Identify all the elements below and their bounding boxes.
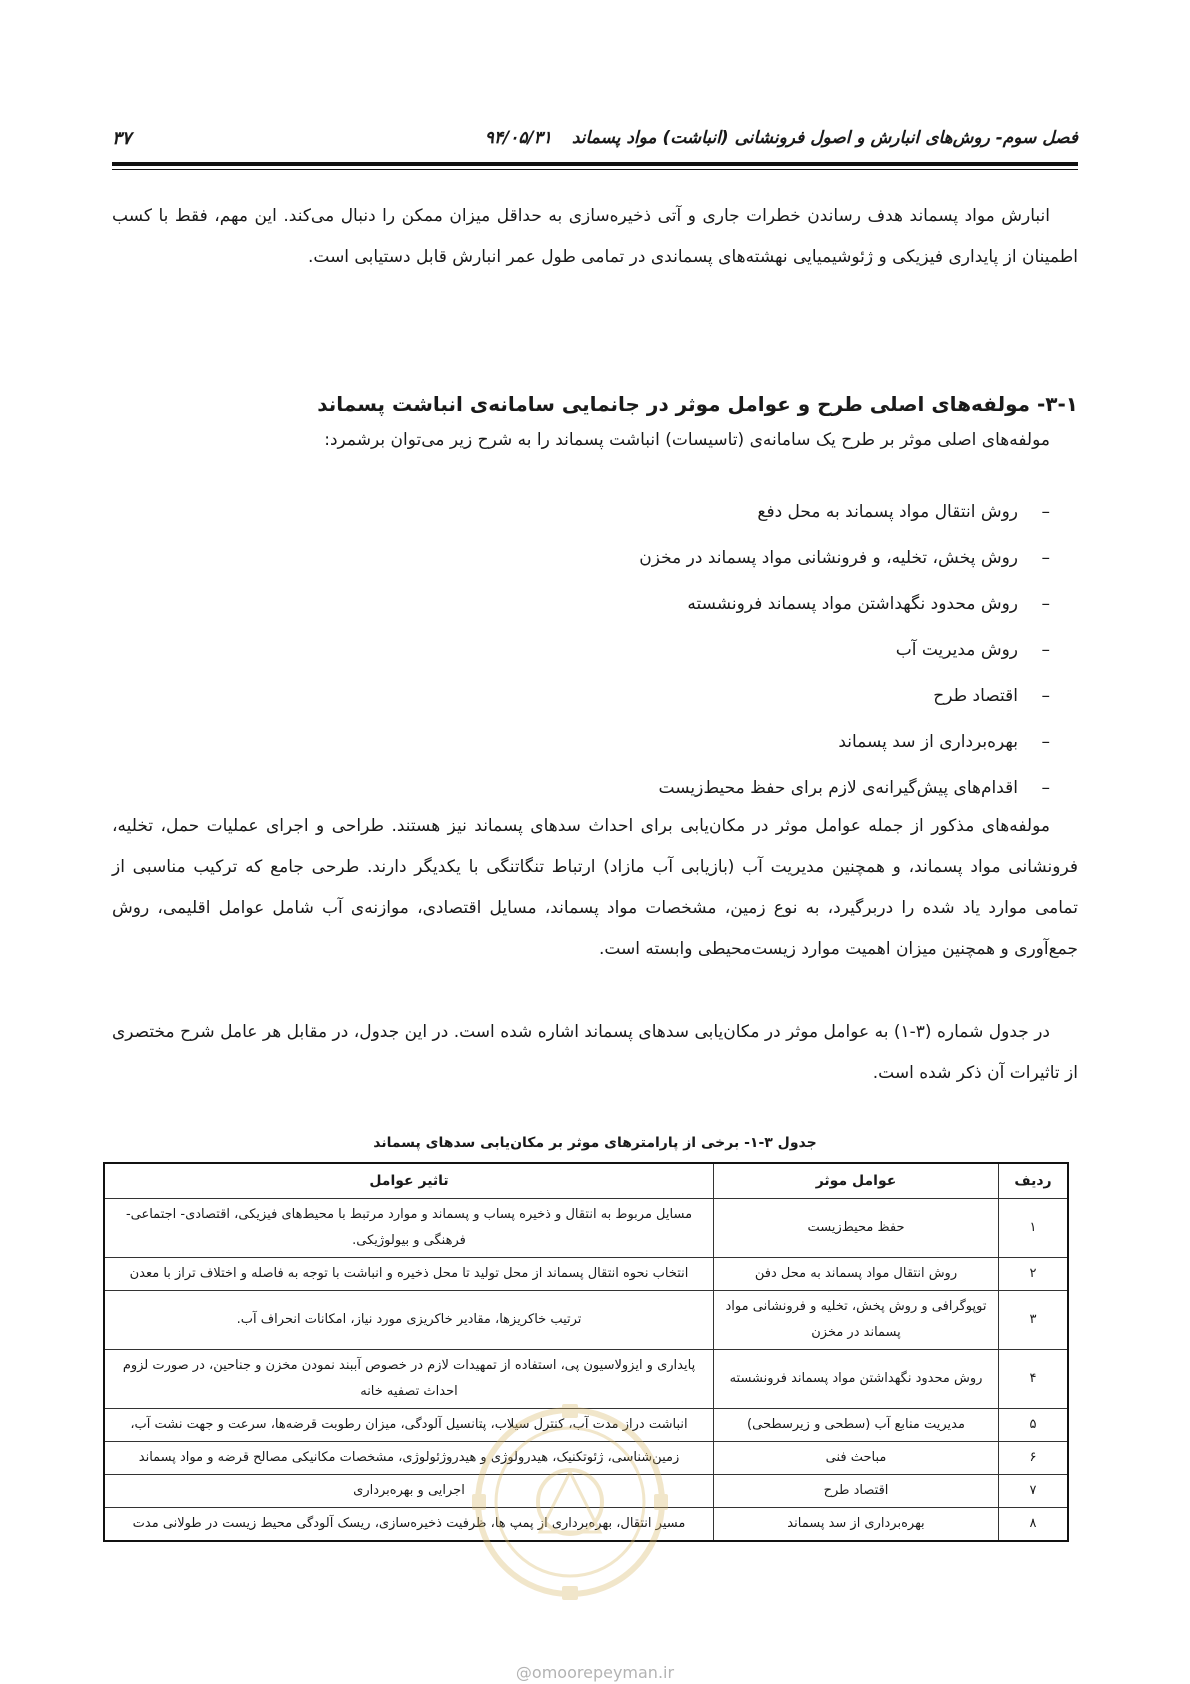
- cell-factor: روش محدود نگهداشتن مواد پسماند فرونشسته: [714, 1350, 999, 1409]
- table-row: [104, 1258, 1068, 1291]
- header-date: ۹۴/۰۵/۳۱: [484, 128, 552, 148]
- cell-effect: زمین‌شناسی، ژئوتکنیک، هیدرولوژی و هیدروژئولوژی، مشخصات مکانیکی مصالح قرضه و مواد پسماند: [104, 1442, 714, 1475]
- list-item: [639, 581, 1050, 627]
- list-item-text: اقدام‌های پیش‌گیرانه‌ی لازم برای حفظ محیط‌زیست: [658, 778, 1018, 798]
- table-row: [104, 1199, 1068, 1258]
- intro-paragraph-text: انبارش مواد پسماند هدف رساندن خطرات جاری و آتی ذخیره‌سازی به حداقل میزان ممکن را دنبال می‌کند. این مهم، فقط با کسب اطمینان از پایداری فیزیکی و ژئوشیمیایی نهشته‌های پسماندی در تمامی طول عمر انبارش قابل دستیابی است.: [112, 206, 1078, 267]
- cell-row-number: ۱: [999, 1199, 1069, 1258]
- column-header-factor: عوامل موثر: [714, 1163, 999, 1199]
- list-item: [639, 765, 1050, 811]
- list-item: [639, 627, 1050, 673]
- cell-effect: انتخاب نحوه انتقال پسماند از محل تولید تا محل ذخیره و انباشت با توجه به فاصله و اختلاف تراز با معدن: [104, 1258, 714, 1291]
- cell-factor: اقتصاد طرح: [714, 1475, 999, 1508]
- cell-effect: مسایل مربوط به انتقال و ذخیره پساب و پسماند و موارد مرتبط با محیط‌های فیزیکی، اقتصادی- اجتماعی- فرهنگی و بیولوژیکی.: [104, 1199, 714, 1258]
- list-intro-text: مولفه‌های اصلی موثر بر طرح یک سامانه‌ی (تاسیسات) انباشت پسماند را به شرح زیر می‌توان برشمرد:: [324, 430, 1050, 450]
- table-caption: جدول ۳-۱- برخی از پارامترهای موثر بر مکان‌یابی سدهای پسماند: [373, 1135, 817, 1151]
- bullet-dash: –: [1041, 502, 1050, 522]
- list-item-text: روش مدیریت آب: [895, 640, 1018, 660]
- list-intro: [112, 420, 1078, 461]
- paragraph-3-text: در جدول شماره (۳-۱) به عوامل موثر در مکان‌یابی سدهای پسماند اشاره شده است. در این جدول، در مقابل هر عامل شرح مختصری از تاثیرات آن ذکر شده است.: [112, 1022, 1078, 1083]
- list-item: [639, 719, 1050, 765]
- bullet-dash: –: [1041, 640, 1050, 660]
- page-number: ۳۷: [112, 128, 132, 149]
- list-item-text: روش پخش، تخلیه، و فرونشانی مواد پسماند در مخزن: [639, 548, 1018, 568]
- list-item-text: روش انتقال مواد پسماند به محل دفع: [757, 502, 1018, 522]
- bullet-dash: –: [1041, 548, 1050, 568]
- cell-factor: مباحث فنی: [714, 1442, 999, 1475]
- cell-factor: حفظ محیط‌زیست: [714, 1199, 999, 1258]
- intro-paragraph: [112, 196, 1078, 278]
- watermark-seal-icon: [470, 1402, 670, 1602]
- list-item: [639, 535, 1050, 581]
- bullet-dash: –: [1041, 594, 1050, 614]
- bullet-dash: –: [1041, 778, 1050, 798]
- paragraph-2: [112, 806, 1078, 970]
- chapter-title-text: فصل سوم- روش‌های انبارش و اصول فرونشانی (انباشت) مواد پسماند: [571, 128, 1078, 148]
- cell-row-number: ۸: [999, 1508, 1069, 1542]
- paragraph-3: [112, 1012, 1078, 1094]
- website-footer: @omoorepeyman.ir: [515, 1663, 675, 1682]
- chapter-title: [485, 128, 1078, 148]
- page-header: [112, 128, 1078, 158]
- cell-effect: انباشت دراز مدت آب، کنترل سیلاب، پتانسیل آلودگی، میزان رطوبت قرضه‌ها، سرعت و جهت نشت آب،: [104, 1409, 714, 1442]
- cell-row-number: ۴: [999, 1350, 1069, 1409]
- cell-row-number: ۵: [999, 1409, 1069, 1442]
- table-header-row: [104, 1163, 1068, 1199]
- paragraph-2-text: مولفه‌های مذکور از جمله عوامل موثر در مکان‌یابی برای احداث سدهای پسماند نیز هستند. طراحی و اجرای عملیات حمل، تخلیه، فرونشانی مواد پسماند، و همچنین مدیریت آب (بازیابی آب مازاد) ارتباط تنگاتنگی با یکدیگر دارند. طرحی جامع که ترکیب مناسبی از تمامی موارد یاد شده را دربرگیرد، به نوع زمین، مشخصات مواد پسماند، مسایل اقتصادی، موازنه‌ی آب شامل عوامل اقلیمی، روش جمع‌آوری و همچنین میزان اهمیت موارد زیست‌محیطی وابسته است.: [112, 816, 1078, 959]
- column-header-effect: تاثیر عوامل: [104, 1163, 714, 1199]
- list-item: [639, 489, 1050, 535]
- header-rule-thick: [112, 162, 1078, 166]
- cell-row-number: ۳: [999, 1291, 1069, 1350]
- list-item-text: اقتصاد طرح: [933, 686, 1018, 706]
- bullet-dash: –: [1041, 686, 1050, 706]
- section-heading: ۳-۱- مولفه‌های اصلی طرح و عوامل موثر در جانمایی سامانه‌ی انباشت پسماند: [317, 392, 1078, 416]
- list-item: [639, 673, 1050, 719]
- list-item-text: بهره‌برداری از سد پسماند: [838, 732, 1018, 752]
- cell-effect: مسیر انتقال، بهره‌برداری از پمپ ها، ظرفیت ذخیره‌سازی، ریسک آلودگی محیط زیست در طولانی مدت: [104, 1508, 714, 1542]
- cell-effect: پایداری و ایزولاسیون پی، استفاده از تمهیدات لازم در خصوص آببند نمودن مخزن و جناحین، در صورت لزوم احداث تصفیه خانه: [104, 1350, 714, 1409]
- cell-factor: بهره‌برداری از سد پسماند: [714, 1508, 999, 1542]
- column-header-row-number: ردیف: [999, 1163, 1069, 1199]
- factor-list: [639, 489, 1050, 811]
- table-row: [104, 1291, 1068, 1350]
- cell-effect: اجرایی و بهره‌برداری: [104, 1475, 714, 1508]
- cell-effect: ترتیب خاکریزها، مقادیر خاکریزی مورد نیاز، امکانات انحراف آب.: [104, 1291, 714, 1350]
- cell-factor: مدیریت منابع آب (سطحی و زیرسطحی): [714, 1409, 999, 1442]
- cell-factor: توپوگرافی و روش پخش، تخلیه و فرونشانی مواد پسماند در مخزن: [714, 1291, 999, 1350]
- cell-factor: روش انتقال مواد پسماند به محل دفن: [714, 1258, 999, 1291]
- bullet-dash: –: [1041, 732, 1050, 752]
- header-rule-thin: [112, 169, 1078, 170]
- list-item-text: روش محدود نگهداشتن مواد پسماند فرونشسته: [687, 594, 1018, 614]
- table-row: [104, 1350, 1068, 1409]
- cell-row-number: ۲: [999, 1258, 1069, 1291]
- cell-row-number: ۶: [999, 1442, 1069, 1475]
- cell-row-number: ۷: [999, 1475, 1069, 1508]
